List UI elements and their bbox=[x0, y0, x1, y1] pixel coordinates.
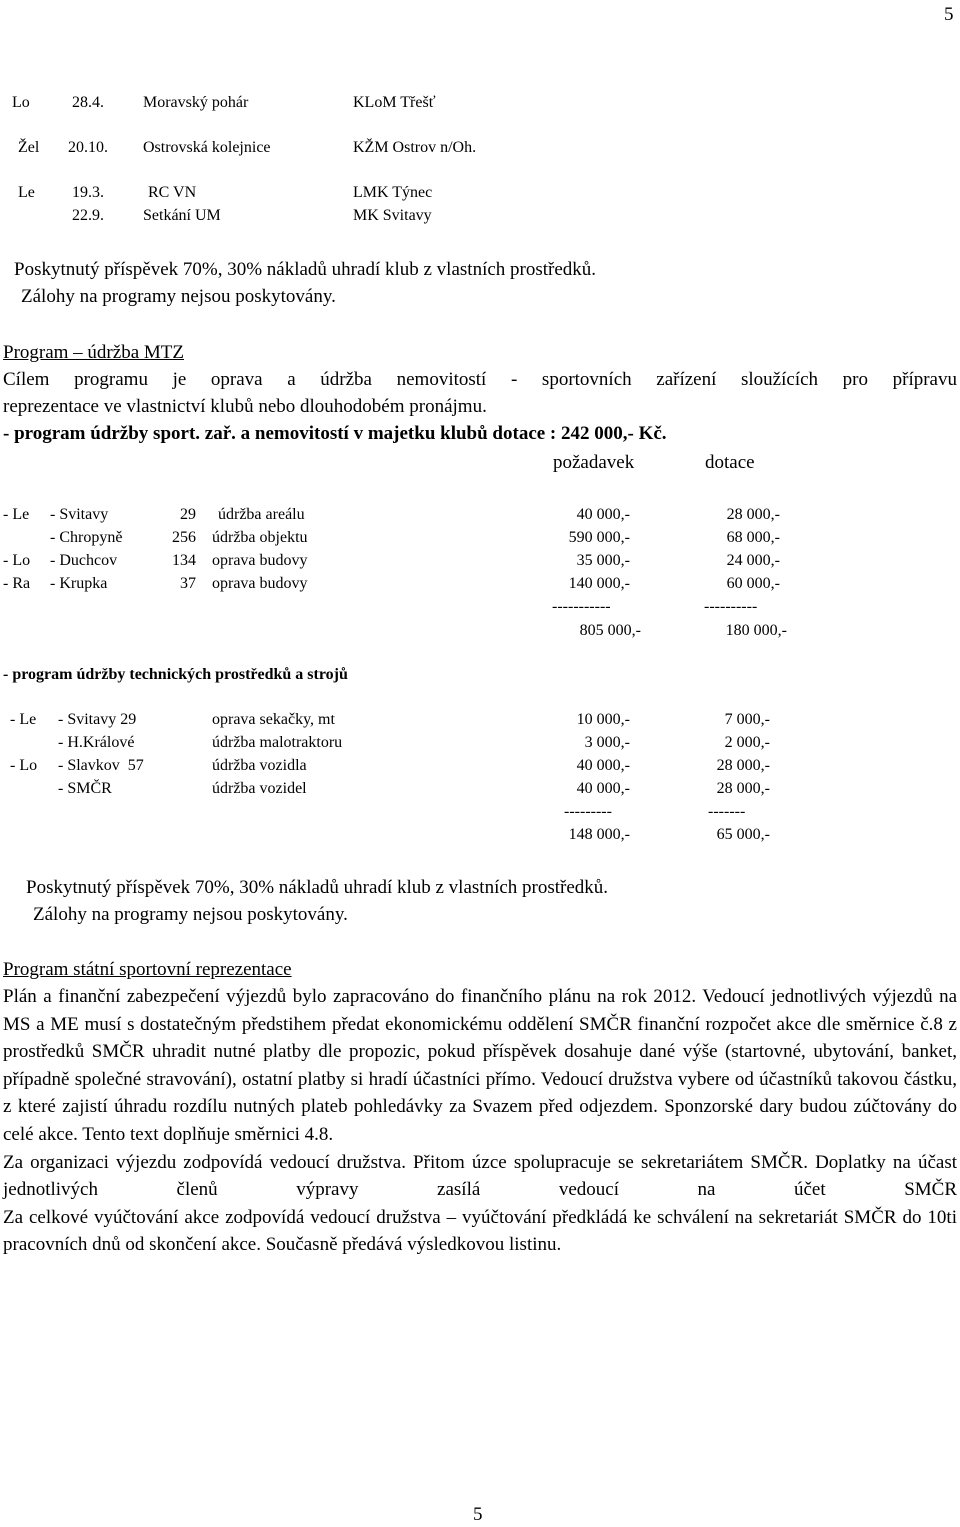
separator-request: ----------- bbox=[552, 598, 611, 615]
row-cat: - Lo bbox=[3, 552, 31, 569]
row-place: - Krupka bbox=[50, 575, 108, 592]
event-date: 22.9. bbox=[72, 207, 104, 224]
row-desc: oprava budovy bbox=[212, 575, 308, 592]
row-grant: 28 000,- bbox=[726, 506, 780, 523]
state-program-heading: Program státní sportovní reprezentace bbox=[3, 959, 292, 980]
event-date: 19.3. bbox=[72, 184, 104, 201]
total-grant: 65 000,- bbox=[716, 826, 770, 843]
row-num: 256 bbox=[172, 529, 196, 546]
row-request: 590 000,- bbox=[568, 529, 630, 546]
event-name: RC VN bbox=[148, 184, 197, 201]
row-request: 3 000,- bbox=[584, 734, 630, 751]
row-grant: 24 000,- bbox=[726, 552, 780, 569]
sport-facilities-heading: - program údržby sport. zař. a nemovitostí v majetku klubů dotace : 242 000,- Kč. bbox=[3, 423, 667, 444]
event-club: KŽM Ostrov n/Oh. bbox=[353, 139, 477, 156]
row-desc: oprava budovy bbox=[212, 552, 308, 569]
mtz-goal-line: Cílem programu je oprava a údržba nemovitostí - sportovních zařízení sloužících pro přípravu bbox=[3, 369, 957, 390]
row-num: 29 bbox=[180, 506, 196, 523]
row-num: 134 bbox=[172, 552, 196, 569]
row-place: - SMČR bbox=[58, 780, 112, 797]
contribution-note: Poskytnutý příspěvek 70%, 30% nákladů uhradí klub z vlastních prostředků. bbox=[14, 259, 597, 280]
row-grant: 2 000,- bbox=[724, 734, 770, 751]
total-request: 805 000,- bbox=[579, 622, 641, 639]
tech-heading: - program údržby technických prostředků a strojů bbox=[3, 666, 348, 683]
state-paragraph: Za organizaci výjezdu zodpovídá vedoucí družstva. Přitom úzce spolupracuje se sekretariátem SMČR. Doplatky na účast jednotlivých členů výpravy zasílá vedoucí na účet SMČR bbox=[3, 1151, 957, 1201]
row-grant: 28 000,- bbox=[716, 780, 770, 797]
total-request: 148 000,- bbox=[568, 826, 630, 843]
row-place: - Chropyně bbox=[50, 529, 123, 546]
event-cat: Lo bbox=[12, 94, 30, 111]
row-cat: - Le bbox=[3, 506, 30, 523]
separator-grant: ------- bbox=[708, 803, 746, 820]
row-grant: 60 000,- bbox=[726, 575, 780, 592]
row-place: - Svitavy bbox=[50, 506, 109, 523]
row-grant: 68 000,- bbox=[726, 529, 780, 546]
row-request: 140 000,- bbox=[568, 575, 630, 592]
row-cat: - Lo bbox=[10, 757, 38, 774]
row-request: 40 000,- bbox=[576, 506, 630, 523]
row-place: - H.Králové bbox=[58, 734, 135, 751]
state-paragraph: Za celkové vyúčtování akce zodpovídá vedoucí družstva – vyúčtování předkládá ke schválení na sekretariát SMČR do 10ti pracovních dnů od skončení akce. Současně předává výsledkovou listinu. bbox=[3, 1206, 957, 1256]
advance-note: Zálohy na programy nejsou poskytovány. bbox=[33, 904, 348, 925]
mtz-heading: Program – údržba MTZ bbox=[3, 342, 184, 363]
row-place: - Duchcov bbox=[50, 552, 118, 569]
row-desc: údržba vozidla bbox=[212, 757, 307, 774]
row-place: - Svitavy 29 bbox=[58, 711, 137, 728]
row-place: - Slavkov 57 bbox=[58, 757, 144, 774]
event-cat: Le bbox=[18, 184, 35, 201]
row-desc: údržba vozidel bbox=[212, 780, 307, 797]
event-name: Ostrovská kolejnice bbox=[143, 139, 271, 156]
event-date: 28.4. bbox=[72, 94, 104, 111]
row-desc: údržba objektu bbox=[212, 529, 308, 546]
row-desc: údržba areálu bbox=[218, 506, 305, 523]
row-request: 10 000,- bbox=[576, 711, 630, 728]
page-number-bottom: 5 bbox=[473, 1504, 483, 1525]
state-program-body bbox=[3, 983, 957, 1259]
row-grant: 28 000,- bbox=[716, 757, 770, 774]
row-request: 35 000,- bbox=[576, 552, 630, 569]
state-paragraph: Plán a finanční zabezpečení výjezdů bylo zapracováno do finančního plánu na rok 2012. Vedoucí jednotlivých výjezdů na MS a ME musí s dostatečným předstihem předat ekonomickému oddělení SMČR finanční rozpočet akce dle směrnice č.8 z prostředků SMČR uhradit nutné platby dle propozic, pokud příspěvek dosahuje dané výše (startovné, ubytování, banket, případně společné stravování), ostatní platby si hradí účastníci přímo. Vedoucí družstva vybere od účastníků takovou částku, z které zajistí úhradu rozdílu nutných plateb pohledávky za Svazem před odjezdem. Sponzorské dary budou zúčtovány do celé akce. Tento text doplňuje směrnici 4.8. bbox=[3, 986, 957, 1145]
col-request-header: požadavek bbox=[553, 452, 635, 473]
row-desc: oprava sekačky, mt bbox=[212, 711, 335, 728]
col-grant-header: dotace bbox=[705, 452, 755, 473]
row-request: 40 000,- bbox=[576, 757, 630, 774]
event-club: MK Svitavy bbox=[353, 207, 432, 224]
event-club: LMK Týnec bbox=[353, 184, 433, 201]
page-number-top: 5 bbox=[944, 4, 954, 25]
row-grant: 7 000,- bbox=[724, 711, 770, 728]
event-date: 20.10. bbox=[68, 139, 108, 156]
row-cat: - Le bbox=[10, 711, 37, 728]
advance-note: Zálohy na programy nejsou poskytovány. bbox=[21, 286, 336, 307]
event-name: Setkání UM bbox=[143, 207, 221, 224]
contribution-note: Poskytnutý příspěvek 70%, 30% nákladů uhradí klub z vlastních prostředků. bbox=[26, 877, 609, 898]
total-grant: 180 000,- bbox=[725, 622, 787, 639]
event-cat: Žel bbox=[18, 139, 40, 156]
mtz-goal-line: reprezentace ve vlastnictví klubů nebo dlouhodobém pronájmu. bbox=[3, 396, 487, 417]
separator-request: --------- bbox=[564, 803, 612, 820]
separator-grant: ---------- bbox=[704, 598, 758, 615]
event-name: Moravský pohár bbox=[143, 94, 249, 111]
event-club: KLoM Třešť bbox=[353, 94, 436, 111]
row-num: 37 bbox=[180, 575, 196, 592]
row-desc: údržba malotraktoru bbox=[212, 734, 343, 751]
row-request: 40 000,- bbox=[576, 780, 630, 797]
row-cat: - Ra bbox=[3, 575, 31, 592]
